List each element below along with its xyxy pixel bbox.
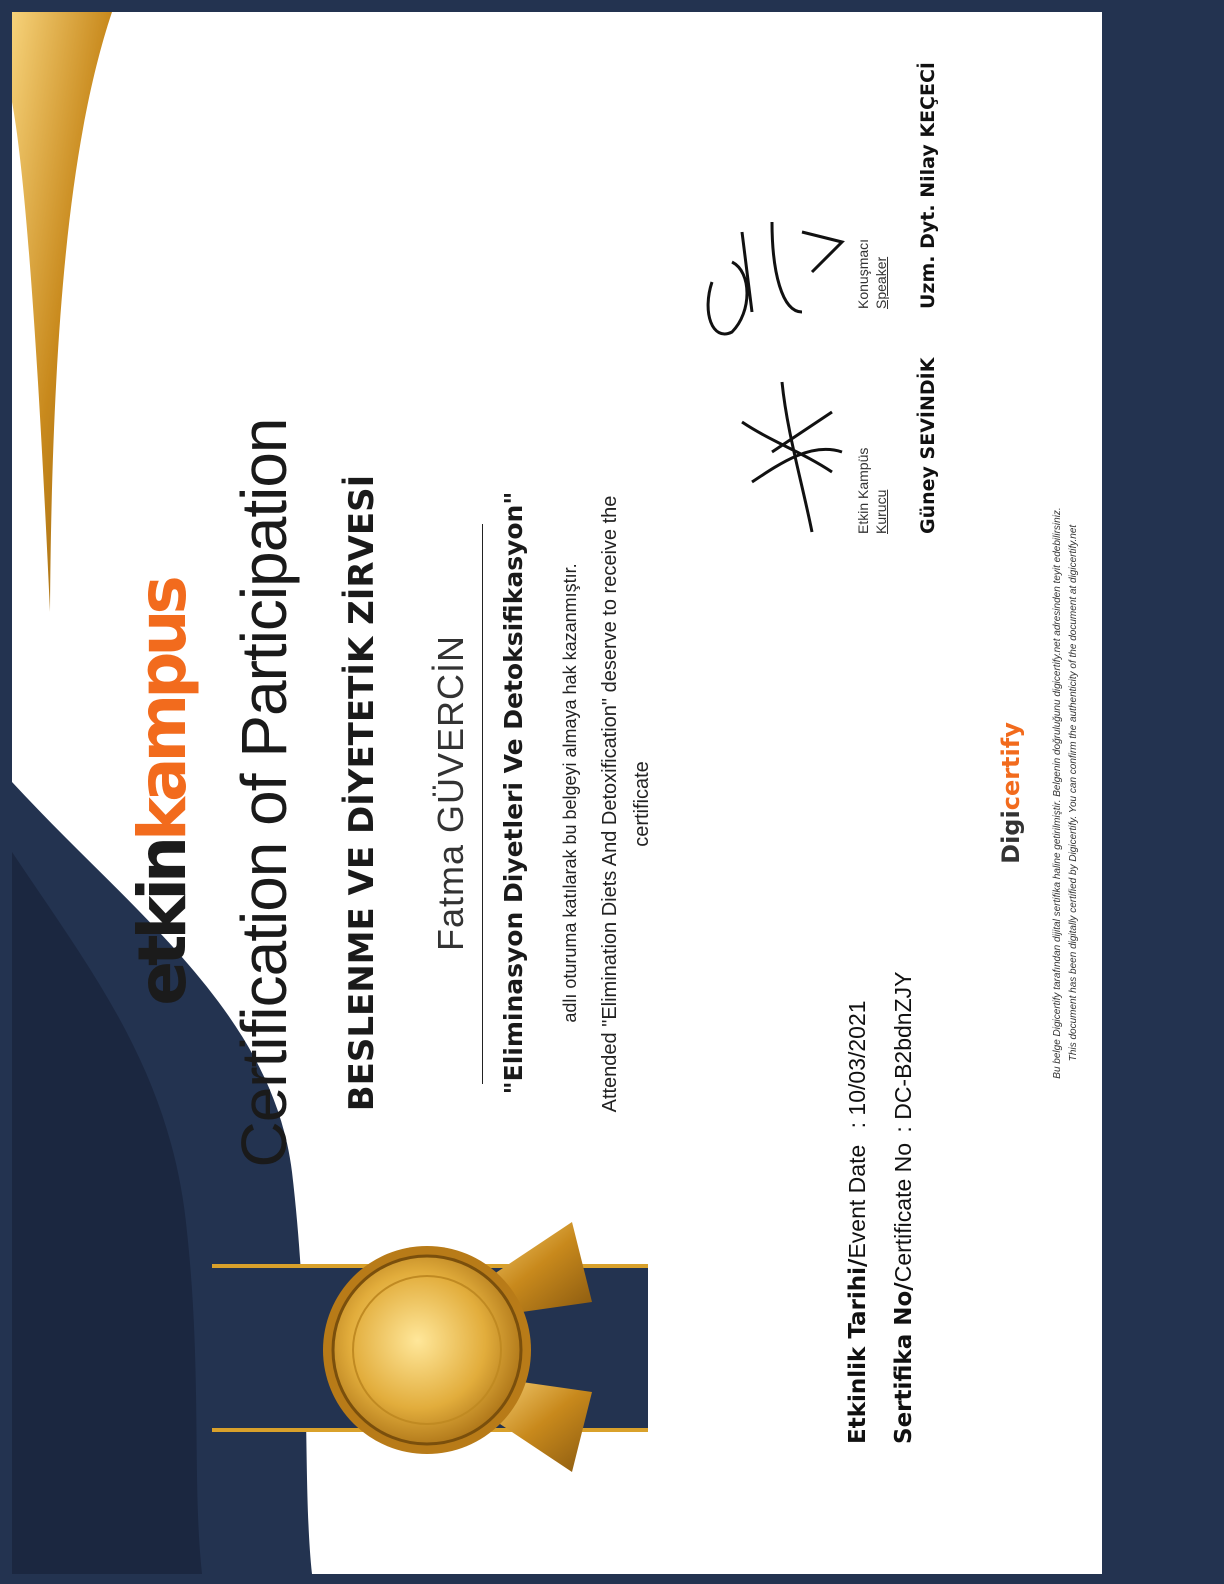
description-english: Attended "Elimination Diets And Detoxification" deserve to receive the certificate (599, 495, 653, 1113)
event-name: BESLENME VE DİYETETİK ZİRVESİ (342, 474, 382, 1112)
founder-name: Güney SEVİNDİK (917, 357, 939, 534)
speaker-role: Konuşmacı Speaker (855, 238, 889, 309)
session-title: "Eliminasyon Diyetleri Ve Detoksifikasyon" (499, 491, 528, 1095)
certificate-paper (12, 12, 1102, 1574)
certificate-title: Certification of Participation (228, 418, 300, 1168)
digicertify-logo: Digicertify (997, 722, 1025, 864)
certificate-content (12, 12, 1102, 1574)
recipient-name: Fatma GÜVERCİN (430, 634, 471, 952)
footer-turkish: Bu belge Digicertify tarafından dijital sertifika haline getirilmiştir. Belgenin doğruluğunu digicertify.net adresinden teyit edebilirsiniz. (1052, 507, 1063, 1079)
description-turkish: adlı oturuma katılarak bu belgeyi almaya hak kazanmıştır. (560, 563, 580, 1023)
certificate-number: Sertifika No/Certificate No : DC-B2bdnZJY (890, 971, 917, 1444)
founder-role: Etkin Kampüs Kurucu (855, 447, 889, 534)
etkinkampus-logo: etkinkampus (124, 580, 201, 1006)
name-underline (482, 524, 483, 1084)
speaker-name: Uzm. Dyt. Nilay KEÇECİ (917, 62, 939, 309)
event-date: Etkinlik Tarihi/Event Date : 10/03/2021 (844, 1000, 871, 1444)
footer-english: This document has been digitally certified by Digicertify. You can confirm the authenticity of the document at digicertify.net (1068, 524, 1079, 1062)
